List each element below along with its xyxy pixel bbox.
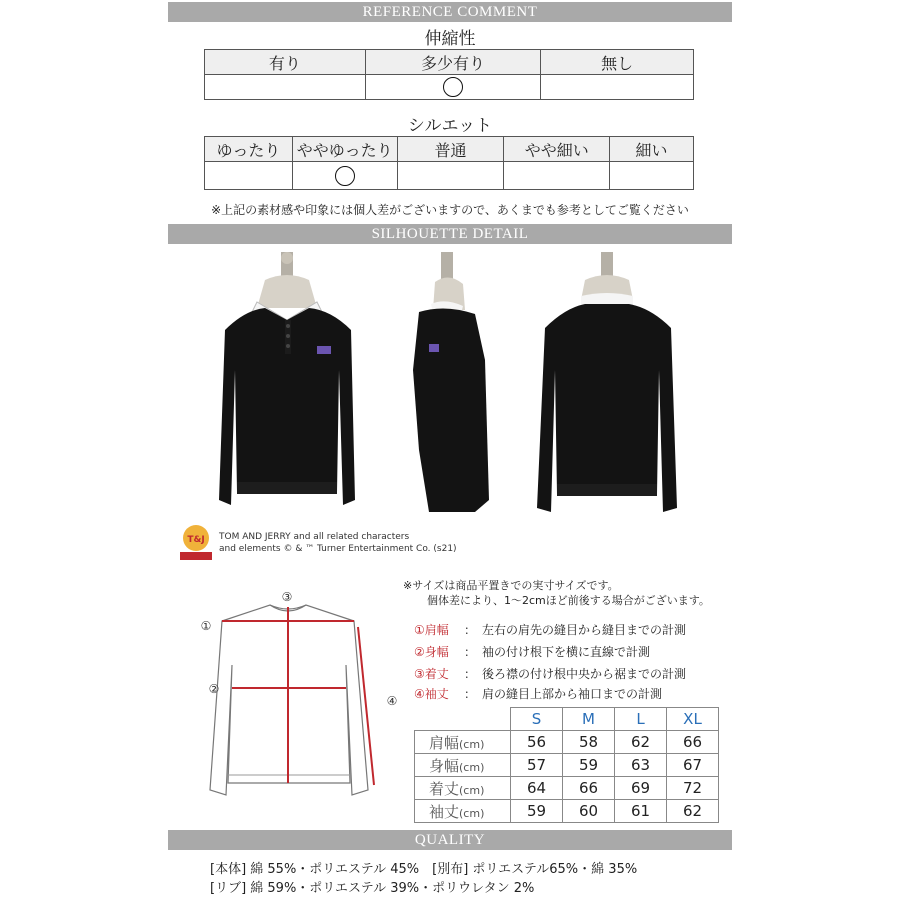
size-header: M: [563, 708, 615, 731]
table-row: [415, 754, 719, 777]
size-value: 63: [615, 754, 667, 777]
measurement-label: ④袖丈: [414, 687, 449, 701]
front-view-photo: [205, 250, 370, 530]
silhouette-option: ややゆったり: [292, 137, 397, 162]
size-value: 60: [563, 800, 615, 823]
silhouette-option: ゆったり: [205, 137, 293, 162]
size-value: 72: [667, 777, 719, 800]
disclaimer-note: ※上記の素材感や印象には個人差がございますので、あくまでも参考としてご覧ください: [211, 203, 689, 217]
side-sweatshirt-image: [405, 250, 500, 530]
silhouette-title: シルエット: [407, 116, 493, 136]
row-label: 着丈(cm): [415, 777, 511, 800]
table-row: [415, 777, 719, 800]
size-value: 61: [615, 800, 667, 823]
measurement-colon: ：: [464, 623, 477, 637]
measurement-label: ②身幅: [414, 645, 449, 659]
size-note-line-1: ※サイズは商品平置きでの実寸サイズです。: [403, 579, 619, 592]
circle-mark-icon: [443, 77, 463, 97]
silhouette-option: 細い: [610, 137, 694, 162]
measurement-label: ①肩幅: [414, 623, 449, 637]
size-value: 62: [615, 731, 667, 754]
size-value: 69: [615, 777, 667, 800]
stretch-title: 伸縮性: [424, 29, 476, 49]
back-sweatshirt-image: [525, 250, 690, 530]
measurement-desc: 袖の付け根下を横に直線で計測: [482, 645, 651, 659]
size-value: 62: [667, 800, 719, 823]
measurement-row: [414, 665, 686, 682]
stretch-cell: [541, 75, 694, 100]
size-value: 58: [563, 731, 615, 754]
size-header: XL: [667, 708, 719, 731]
silhouette-option: 普通: [397, 137, 504, 162]
silhouette-cell: [205, 162, 293, 190]
quality-line-2: [リブ] 綿 59%・ポリエステル 39%・ポリウレタン 2%: [210, 881, 535, 896]
silhouette-cell: [610, 162, 694, 190]
size-header: L: [615, 708, 667, 731]
row-label: 袖丈(cm): [415, 800, 511, 823]
size-value: 66: [563, 777, 615, 800]
measurement-colon: ：: [464, 667, 477, 681]
size-value: 59: [563, 754, 615, 777]
marker-1: ①: [200, 619, 212, 633]
measurement-row: [414, 685, 662, 702]
measurement-row: [414, 621, 686, 638]
silhouette-cell: [504, 162, 610, 190]
table-row: [415, 731, 719, 754]
size-value: 56: [511, 731, 563, 754]
size-note-line-2: 個体差により、1～2cmほど前後する場合がございます。: [427, 594, 710, 607]
measurement-colon: ：: [464, 687, 477, 701]
svg-text:T&J: T&J: [187, 535, 205, 545]
quality-header: QUALITY: [168, 830, 732, 850]
quality-line-1: [本体] 綿 55%・ポリエステル 45% [別布] ポリエステル65%・綿 35%: [210, 862, 638, 877]
size-value: 57: [511, 754, 563, 777]
size-value: 67: [667, 754, 719, 777]
silhouette-cell-selected: [292, 162, 397, 190]
copyright-line-1: TOM AND JERRY and all related characters: [219, 532, 410, 542]
stretch-option: 無し: [541, 50, 694, 75]
size-value: 64: [511, 777, 563, 800]
size-table: [414, 707, 719, 823]
row-label: 肩幅(cm): [415, 731, 511, 754]
reference-comment-header: REFERENCE COMMENT: [168, 2, 732, 22]
table-row: [415, 800, 719, 823]
tom-and-jerry-logo-icon: [178, 522, 214, 562]
silhouette-option: やや細い: [504, 137, 610, 162]
marker-3: ③: [281, 590, 293, 604]
measurement-desc: 後ろ襟の付け根中央から裾までの計測: [482, 667, 687, 681]
silhouette-cell: [397, 162, 504, 190]
side-view-photo: [405, 250, 500, 530]
measurement-desc: 肩の縫目上部から袖口までの計測: [482, 687, 663, 701]
measurement-colon: ：: [464, 645, 477, 659]
row-label: 身幅(cm): [415, 754, 511, 777]
front-sweatshirt-image: [205, 250, 370, 530]
copyright-text: [219, 531, 457, 555]
circle-mark-icon: [335, 166, 355, 186]
sweatshirt-diagram-icon: [178, 585, 408, 815]
marker-2: ②: [208, 682, 220, 696]
back-view-photo: [525, 250, 690, 530]
size-header: S: [511, 708, 563, 731]
stretch-option: 多少有り: [365, 50, 541, 75]
measurement-desc: 左右の肩先の縫目から縫目までの計測: [482, 623, 687, 637]
marker-4: ④: [386, 694, 398, 708]
measurement-label: ③着丈: [414, 667, 449, 681]
size-value: 66: [667, 731, 719, 754]
copyright-line-2: and elements © & ™ Turner Entertainment Co. (s21): [219, 544, 457, 554]
silhouette-detail-header: SILHOUETTE DETAIL: [168, 224, 732, 244]
sweatshirt-diagram: [178, 585, 408, 815]
stretch-cell-selected: [365, 75, 541, 100]
measurement-row: [414, 643, 650, 660]
stretch-option: 有り: [205, 50, 366, 75]
size-table-corner: [415, 708, 511, 731]
stretch-table: [204, 49, 694, 100]
silhouette-table: [204, 136, 694, 190]
stretch-cell: [205, 75, 366, 100]
size-value: 59: [511, 800, 563, 823]
